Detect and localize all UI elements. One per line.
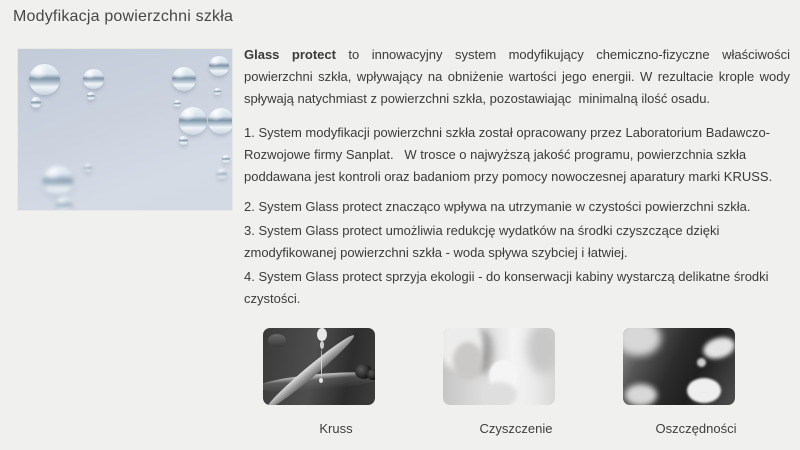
- gallery-caption-oszczednosci: Oszczędności: [655, 421, 737, 436]
- water-droplet: [217, 169, 227, 179]
- water-droplet: [87, 92, 95, 100]
- woman-face: [453, 342, 483, 380]
- feature-item-4: 4. System Glass protect sprzyja ekologii - do konserwacji kabiny wystarczą delikatne środki czystości.: [244, 269, 769, 306]
- woman-hand: [481, 382, 517, 405]
- intro-lead-bold: Glass protect: [244, 47, 336, 62]
- coin: [697, 358, 706, 367]
- intro-lead-text: to innowacyjny system modyfikujący chemiczno-fizyczne właściwości powierzchni szkła, wpływający na obniżenie wartości jego energii. W rezultacie krople wody spływają natychmiast z powierzchni szkła, pozostawiając minimalną ilość osadu.: [244, 47, 790, 106]
- savings-thumbnail-image[interactable]: [623, 328, 735, 405]
- cleaning-thumbnail-image[interactable]: [443, 328, 555, 405]
- water-droplet: [83, 69, 104, 89]
- gallery-item-czyszczenie: [443, 328, 589, 437]
- page-title: Modyfikacja powierzchni szkła: [13, 8, 234, 25]
- water-droplet: [179, 107, 207, 135]
- water-droplet: [172, 67, 196, 91]
- gallery-item-oszczednosci: [623, 328, 769, 437]
- water-droplet: [31, 97, 41, 108]
- water-droplet: [56, 197, 72, 211]
- apparatus-knob: [367, 369, 375, 380]
- piggy-bank: [687, 378, 721, 403]
- person-face: [623, 328, 661, 356]
- water-droplet: [214, 88, 221, 95]
- content-area: [244, 44, 790, 312]
- water-droplet: [174, 100, 181, 107]
- intro-paragraph: [244, 44, 790, 110]
- feature-item-2: 2. System Glass protect znacząco wpływa na utrzymanie w czystości powierzchni szkła.: [244, 199, 751, 214]
- gallery-caption-kruss: Kruss: [319, 421, 353, 436]
- glass-droplets-image: [17, 48, 233, 211]
- apparatus-syringe-tip: [320, 341, 324, 349]
- water-droplet: [179, 136, 188, 145]
- hand-with-coin: [701, 334, 735, 362]
- apparatus-needle: [321, 349, 322, 378]
- kruss-thumbnail-image[interactable]: [263, 328, 375, 405]
- water-droplet: [84, 164, 92, 172]
- gallery-item-kruss: [263, 328, 409, 437]
- water-droplet: [222, 155, 230, 163]
- water-droplet: [29, 64, 60, 95]
- feature-item-3: 3. System Glass protect umożliwia redukcję wydatków na środki czyszczące dzięki zmodyfikowanej powierzchni szkła - woda spływa szybciej i łatwiej.: [244, 223, 720, 260]
- water-droplet: [209, 56, 229, 76]
- water-droplet: [43, 166, 73, 196]
- blurred-figure: [527, 328, 555, 374]
- left-hand: [625, 384, 657, 405]
- gallery-caption-czyszczenie: Czyszczenie: [479, 421, 553, 436]
- apparatus-syringe: [317, 328, 327, 341]
- water-droplet: [208, 108, 233, 134]
- apparatus-clamp: [268, 334, 286, 347]
- feature-item-1: 1. System modyfikacji powierzchni szkła został opracowany przez Laboratorium Badawczo-Rozwojowe firmy Sanplat. W trosce o najwyższą jakość programu, powierzchnia szkła poddawana jest kontroli oraz badaniom przy pomocy nowoczesnej aparatury marki KRUSS.: [244, 125, 773, 184]
- apparatus-droplet: [319, 378, 323, 383]
